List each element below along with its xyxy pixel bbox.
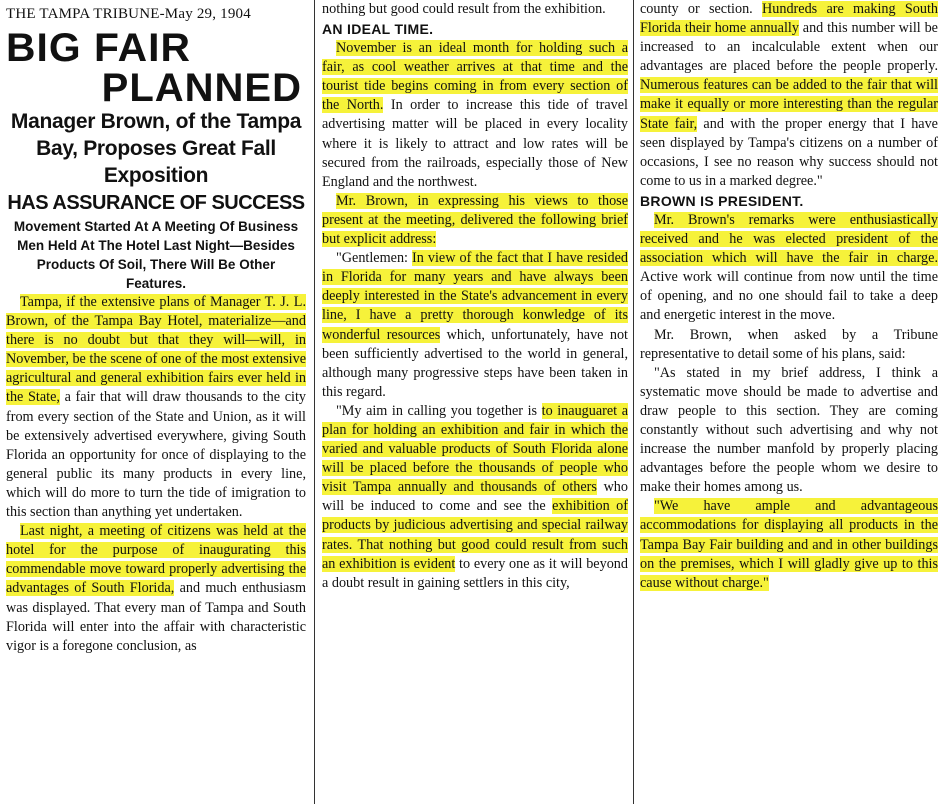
body-text: and this number will be increased to an incalculable extent when our advantages are placed before the people properly.: [640, 20, 938, 75]
paragraph: [640, 364, 938, 498]
headline-line-2: PLANNED: [101, 66, 302, 110]
column-3: [640, 0, 938, 804]
body-text: a fair that will draw thousands to the city from every section of the State and Union, as it will be extensively advertised everywhere, giving South Florida an opportunity for once of displaying to the general public its many products in every line, which will do more to turn the tide of imigration to this section than anything yet undertaken.: [6, 389, 306, 521]
paragraph: [322, 0, 628, 19]
body-text: "Gentlemen:: [336, 250, 413, 267]
column-rule: [314, 0, 315, 804]
highlighted-text: In view of the fact that I have resided in Florida for many years and have always been deeply interested in the State's advancement in every line, I have a pretty thorough konwledge of its wonderful resources: [322, 250, 628, 343]
body-text: Active work will continue from now until the time of opening, and no one should fail to take a deep and energetic interest in the move.: [640, 269, 938, 324]
body-text: and much enthusiasm was displayed. That every man of Tampa and South Florida will enter into the affair with characteristic vigor is a foregone conclusion, as: [6, 580, 306, 654]
paragraph: [6, 293, 306, 522]
paragraph: [640, 0, 938, 191]
subheadline: Manager Brown, of the Tampa Bay, Proposes Great Fall Exposition: [10, 110, 302, 187]
body-text: "My aim in calling you together is: [336, 402, 542, 419]
headline-line-1: BIG FAIR: [6, 26, 191, 70]
highlighted-text: Numerous features can be added to the fair that will make it equally or more interesting than the regular State fair,: [640, 77, 938, 132]
highlighted-text: "We have ample and advantageous accommodations for displaying all products in the Tampa Bay Fair building and and in other buildings on the premises, which I will gladly give up to this cause without charge.": [640, 498, 938, 591]
paragraph: [322, 39, 628, 192]
paragraph: [322, 402, 628, 593]
highlighted-text: Last night, a meeting of citizens was held at the hotel for the purpose of inaugurating this commendable move toward properly advertising the advantages of South Florida,: [6, 523, 306, 597]
masthead: THE TAMPA TRIBUNE-May 29, 1904: [6, 6, 251, 22]
column-2: [322, 0, 628, 804]
body-text: and with the proper energy that I have seen displayed by Tampa's citizens on a number of occasions, I see no reason why success should not come to us in a marked degree.": [640, 115, 938, 189]
paragraph: [322, 249, 628, 402]
body-text: Mr. Brown, when asked by a Tribune representative to detail some of his plans, said:: [640, 326, 938, 362]
column-rule: [633, 0, 634, 804]
body-text: county or section.: [640, 1, 763, 17]
highlighted-text: Mr. Brown, in expressing his views to those present at the meeting, delivered the following brief but explicit address:: [322, 192, 628, 248]
paragraph: [640, 497, 938, 592]
body-text: which, unfortunately, have not been sufficiently advertised to the world in general, although many progressive steps have been taken in this regard.: [322, 326, 628, 400]
paragraph: [640, 211, 938, 326]
body-text: nothing but good could result from the exhibition.: [322, 1, 606, 17]
body-text: to every one as it will beyond a doubt result in gaining settlers in this city,: [322, 555, 628, 591]
subheadline-2: HAS ASSURANCE OF SUCCESS: [7, 192, 305, 214]
highlighted-text: Mr. Brown's remarks were enthusiastically received and he was elected president of the association which will have the fair in charge.: [640, 211, 938, 267]
section-heading: AN IDEAL TIME.: [322, 21, 434, 38]
paragraph: [322, 192, 628, 249]
highlighted-text: exhibition of products by judicious advertising and special railway rates. That nothing but good could result from such an exhibition is evident: [322, 498, 628, 572]
highlighted-text: Tampa, if the extensive plans of Manager T. J. L. Brown, of the Tampa Bay Hotel, materialize—and there is no doubt but that they will—will, in November, be the scene of one of the most extensive agricultural and general exhibition fairs ever held in the State,: [6, 294, 306, 406]
deck: Movement Started At A Meeting Of Business Men Held At The Hotel Last Night—Besides Products Of Soil, There Will Be Other Features.: [13, 219, 299, 291]
column-1: [6, 0, 306, 804]
body-text: In order to increase this tide of travel advertising matter will be placed in every locality where it is likely to attract and low rates will be secured from the railroads, especially those of New England and the northwest.: [322, 97, 628, 190]
section-heading: BROWN IS PRESIDENT.: [640, 192, 804, 209]
paragraph: [640, 326, 938, 364]
highlighted-text: November is an ideal month for holding such a fair, as cool weather arrives at that time and the tourist tide begins coming in from every section of the North.: [322, 40, 628, 114]
body-text: "As stated in my brief address, I think a systematic move should be made to advertise and draw people to this section. They are coming constantly without such advertising and why not increase the number manfold by properly placing advantages before the people whom we desire to make their homes among us.: [640, 364, 938, 496]
paragraph: [6, 522, 306, 656]
body-text: who will be induced to come and see the: [322, 479, 628, 515]
highlighted-text: Hundreds are making South Florida their home annually: [640, 1, 938, 37]
highlighted-text: to inauguaret a plan for holding an exhibition and fair in which the varied and valuable products of South Florida alone will be placed before the thousands of people who visit Tampa annually and thousands of others: [322, 402, 628, 496]
